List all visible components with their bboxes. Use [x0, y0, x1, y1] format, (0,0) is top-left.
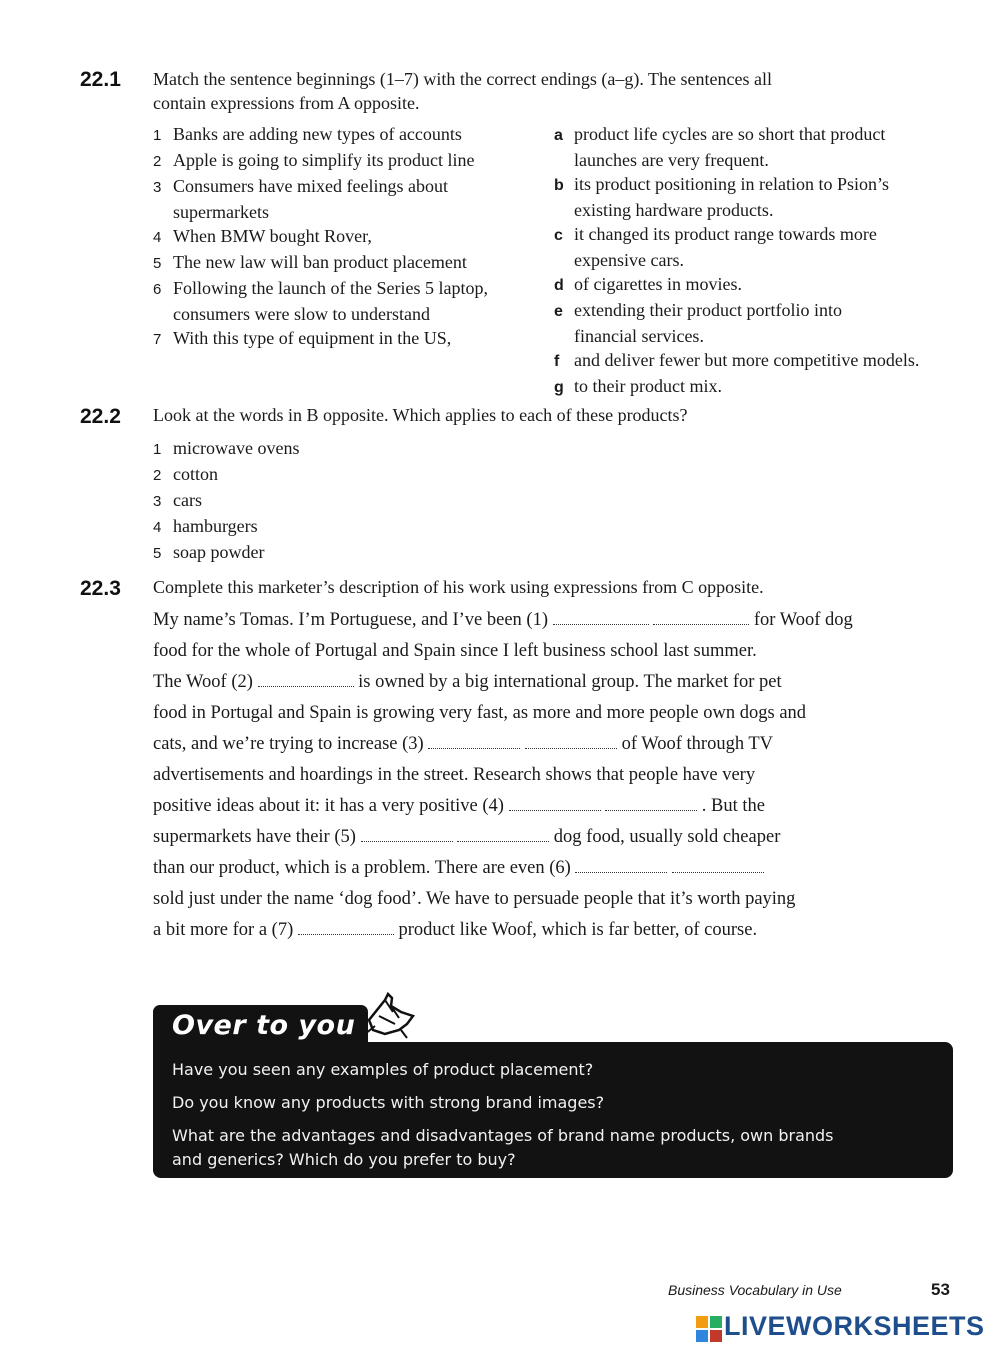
paragraph-line-9 — [153, 853, 943, 884]
product-text: cars — [173, 490, 202, 510]
beginning-text: Apple is going to simplify its product line — [173, 150, 475, 170]
exercise-22-3-instruction: Complete this marketer’s description of his work using expressions from C opposite. — [153, 577, 764, 597]
ending-text: and deliver fewer but more competitive models. — [574, 350, 920, 370]
ending-letter: a — [554, 127, 563, 144]
answer-blank-4a[interactable] — [509, 796, 601, 811]
exercise-22-1-instruction-line-1: Match the sentence beginnings (1–7) with the correct endings (a–g). The sentences all — [153, 69, 772, 89]
answer-blank-4b[interactable] — [605, 796, 697, 811]
exercise-22-2-instruction: Look at the words in B opposite. Which applies to each of these products? — [153, 405, 688, 425]
paragraph-line-8 — [153, 822, 943, 853]
ending-item-a — [554, 122, 919, 148]
answer-blank-6b[interactable] — [672, 858, 764, 873]
beginning-item-5 — [153, 250, 488, 276]
text-fragment: . But the — [701, 796, 766, 816]
exercise-22-1-instruction-line-2: contain expressions from A opposite. — [153, 93, 420, 113]
ending-text: its product positioning in relation to Psion’s — [574, 174, 889, 194]
product-item — [153, 436, 299, 462]
ending-item-c — [554, 222, 919, 248]
beginning-number: 2 — [153, 153, 162, 170]
ending-item-b-cont: existing hardware products. — [574, 200, 774, 220]
text-fragment: cats, and we’re trying to increase (3) — [153, 734, 424, 754]
beginning-text: Consumers have mixed feelings about — [173, 176, 448, 196]
product-item — [153, 462, 299, 488]
text-fragment: a bit more for a (7) — [153, 920, 294, 940]
paragraph-line-7 — [153, 791, 943, 822]
product-item — [153, 488, 299, 514]
beginning-item-4 — [153, 224, 488, 250]
ending-text: product life cycles are so short that product — [574, 124, 886, 144]
ending-letter: f — [554, 353, 560, 370]
ending-item-a-cont: launches are very frequent. — [574, 150, 769, 170]
exercise-number-22-1: 22.1 — [80, 68, 121, 91]
product-number: 3 — [153, 493, 162, 510]
product-text: cotton — [173, 464, 218, 484]
ending-letter: g — [554, 379, 564, 396]
question-1: Have you seen any examples of product placement? — [172, 1060, 594, 1079]
text-fragment: My name’s Tomas. I’m Portuguese, and I’ve been (1) — [153, 610, 548, 630]
text-fragment: for Woof dog — [753, 610, 853, 630]
beginning-number: 1 — [153, 127, 162, 144]
beginning-item-1 — [153, 122, 488, 148]
ending-item-e-cont: financial services. — [574, 326, 704, 346]
liveworksheets-logo-text[interactable]: LIVEWORKSHEETS — [724, 1311, 985, 1341]
ending-item-c-cont: expensive cars. — [574, 250, 684, 270]
product-text: microwave ovens — [173, 438, 300, 458]
marketer-description — [153, 605, 943, 946]
beginning-item-7 — [153, 326, 488, 352]
product-item — [153, 514, 299, 540]
page-number: 53 — [931, 1280, 950, 1299]
beginning-text: With this type of equipment in the US, — [173, 328, 452, 348]
answer-blank-3a[interactable] — [428, 734, 520, 749]
ending-letter: e — [554, 303, 563, 320]
beginning-item-3 — [153, 174, 488, 200]
paragraph-line-3 — [153, 667, 943, 698]
beginning-number: 6 — [153, 281, 162, 298]
question-3-cont: and generics? Which do you prefer to buy? — [172, 1150, 516, 1169]
ending-item-f — [554, 348, 919, 374]
beginning-item-6 — [153, 276, 488, 302]
sentence-beginnings-list — [153, 122, 488, 352]
answer-blank-3b[interactable] — [525, 734, 617, 749]
sentence-endings-list — [554, 122, 919, 400]
paragraph-line-4: food in Portugal and Spain is growing very fast, as more and more people own dogs and — [153, 703, 807, 723]
pointing-hand-icon — [355, 990, 417, 1053]
book-title: Business Vocabulary in Use — [668, 1282, 842, 1298]
over-to-you-questions — [172, 1058, 834, 1172]
exercise-number-22-2: 22.2 — [80, 405, 121, 428]
ending-letter: d — [554, 277, 564, 294]
text-fragment: supermarkets have their (5) — [153, 827, 356, 847]
ending-text: of cigarettes in movies. — [574, 274, 742, 294]
product-list — [153, 436, 299, 566]
text-fragment: The Woof (2) — [153, 672, 253, 692]
answer-blank-1a[interactable] — [553, 610, 649, 625]
ending-letter: b — [554, 177, 564, 194]
product-number: 5 — [153, 545, 162, 562]
text-fragment: product like Woof, which is far better, of course. — [398, 920, 758, 940]
paragraph-line-11 — [153, 915, 943, 946]
beginning-number: 3 — [153, 179, 162, 196]
beginning-text: Banks are adding new types of accounts — [173, 124, 462, 144]
ending-text: it changed its product range towards more — [574, 224, 877, 244]
answer-blank-6a[interactable] — [575, 858, 667, 873]
ending-letter: c — [554, 227, 563, 244]
beginning-number: 5 — [153, 255, 162, 272]
beginning-number: 4 — [153, 229, 162, 246]
beginning-item-3-cont: supermarkets — [173, 202, 269, 222]
beginning-item-6-cont: consumers were slow to understand — [173, 304, 430, 324]
paragraph-line-5 — [153, 729, 943, 760]
paragraph-line-10: sold just under the name ‘dog food’. We have to persuade people that it’s worth paying — [153, 889, 796, 909]
product-number: 1 — [153, 441, 162, 458]
answer-blank-7[interactable] — [298, 920, 394, 935]
paragraph-line-1 — [153, 605, 943, 636]
answer-blank-5a[interactable] — [361, 827, 453, 842]
ending-item-b — [554, 172, 919, 198]
paragraph-line-2: food for the whole of Portugal and Spain since I left business school last summer. — [153, 641, 757, 661]
beginning-text: The new law will ban product placement — [173, 252, 467, 272]
paragraph-line-6: advertisements and hoardings in the street. Research shows that people have very — [153, 765, 756, 785]
beginning-text: Following the launch of the Series 5 laptop, — [173, 278, 488, 298]
text-fragment: dog food, usually sold cheaper — [553, 827, 781, 847]
over-to-you-title: Over to you — [172, 1010, 356, 1041]
beginning-text: When BMW bought Rover, — [173, 226, 372, 246]
question-2: Do you know any products with strong brand images? — [172, 1093, 605, 1112]
answer-blank-5b[interactable] — [457, 827, 549, 842]
answer-blank-1b[interactable] — [653, 610, 749, 625]
text-fragment: of Woof through TV — [621, 734, 774, 754]
product-number: 4 — [153, 519, 162, 536]
beginning-number: 7 — [153, 331, 162, 348]
product-text: soap powder — [173, 542, 265, 562]
exercise-number-22-3: 22.3 — [80, 577, 121, 600]
beginning-item-2 — [153, 148, 488, 174]
text-fragment: than our product, which is a problem. There are even (6) — [153, 858, 571, 878]
liveworksheets-logo-icon — [696, 1316, 722, 1347]
text-fragment: positive ideas about it: it has a very positive (4) — [153, 796, 504, 816]
ending-item-e — [554, 298, 919, 324]
ending-item-g — [554, 374, 919, 400]
ending-item-d — [554, 272, 919, 298]
product-number: 2 — [153, 467, 162, 484]
product-text: hamburgers — [173, 516, 258, 536]
question-3: What are the advantages and disadvantages of brand name products, own brands — [172, 1126, 834, 1145]
answer-blank-2[interactable] — [258, 672, 354, 687]
ending-text: to their product mix. — [574, 376, 722, 396]
ending-text: extending their product portfolio into — [574, 300, 842, 320]
text-fragment: is owned by a big international group. The market for pet — [358, 672, 782, 692]
product-item — [153, 540, 299, 566]
